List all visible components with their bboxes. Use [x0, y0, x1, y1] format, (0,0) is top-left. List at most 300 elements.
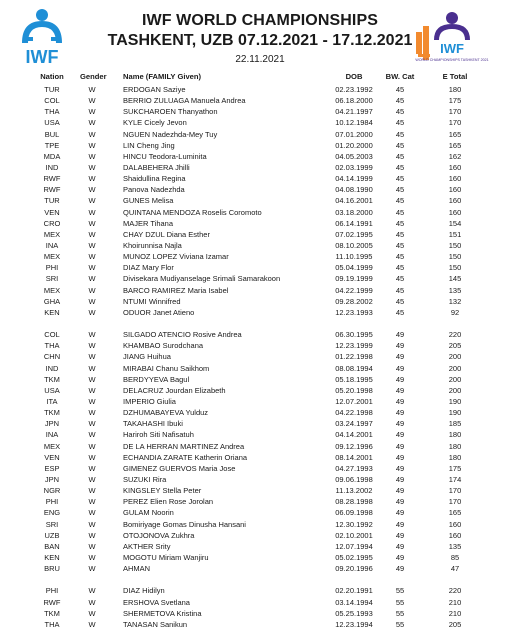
- table-row: [0, 485, 517, 496]
- cell-name: ERSHOVA Svetlana: [123, 597, 190, 607]
- cell-name: IMPERIO Giulia: [123, 396, 176, 406]
- cell-dob: 08.28.1998: [335, 497, 373, 507]
- cell-e-total: 180: [448, 441, 462, 451]
- cell-name: NGUEN Nadezhda-Mey Tuy: [123, 129, 218, 139]
- cell-nation: JPN: [44, 419, 60, 429]
- cell-gender: W: [88, 441, 96, 451]
- table-row: [0, 218, 517, 229]
- cell-nation: ITA: [46, 396, 58, 406]
- cell-name: KINGSLEY Stella Peter: [123, 486, 202, 496]
- cell-nation: TKM: [44, 408, 60, 418]
- cell-bw-cat: 49: [395, 497, 405, 507]
- cell-bw-cat: 45: [395, 218, 405, 228]
- cell-bw-cat: 45: [395, 96, 405, 106]
- cell-bw-cat: 45: [395, 229, 405, 239]
- cell-gender: W: [88, 96, 96, 106]
- table-row: [0, 296, 517, 307]
- cell-e-total: 92: [450, 307, 460, 317]
- cell-nation: KEN: [44, 552, 60, 562]
- cell-gender: W: [88, 608, 96, 618]
- cell-dob: 12.23.1999: [335, 341, 373, 351]
- cell-e-total: 200: [448, 363, 462, 373]
- publication-date: 22.11.2021: [235, 54, 285, 65]
- cell-e-total: 174: [448, 474, 462, 484]
- table-row: [0, 184, 517, 195]
- cell-dob: 04.27.1993: [335, 463, 373, 473]
- cell-gender: W: [88, 564, 96, 574]
- cell-dob: 12.23.1993: [335, 307, 373, 317]
- cell-bw-cat: 49: [395, 341, 405, 351]
- cell-bw-cat: 49: [395, 363, 405, 373]
- group-separator: [0, 574, 517, 585]
- championship-logo-subtext: WORLD CHAMPIONSHIPS TASHKENT 2021: [415, 58, 489, 62]
- table-row: [0, 329, 517, 340]
- cell-bw-cat: 49: [395, 452, 405, 462]
- cell-e-total: 205: [448, 619, 462, 629]
- table-row: [0, 385, 517, 396]
- cell-nation: VEN: [44, 207, 60, 217]
- cell-dob: 09.19.1999: [335, 274, 373, 284]
- cell-e-total: 135: [448, 285, 462, 295]
- cell-name: Shaidullina Regina: [123, 174, 186, 184]
- cell-gender: W: [88, 541, 96, 551]
- cell-nation: RWF: [43, 597, 61, 607]
- table-row: [0, 351, 517, 362]
- cell-bw-cat: 45: [395, 174, 405, 184]
- cell-dob: 02.03.1999: [335, 162, 373, 172]
- cell-e-total: 210: [448, 597, 462, 607]
- cell-nation: BUL: [44, 129, 60, 139]
- cell-name: DELACRUZ Jourdan Elizabeth: [123, 385, 226, 395]
- cell-name: NTUMI Winnifred: [123, 296, 181, 306]
- cell-dob: 04.14.2001: [335, 430, 373, 440]
- cell-e-total: 170: [448, 118, 462, 128]
- table-row: [0, 552, 517, 563]
- table-row: [0, 307, 517, 318]
- cell-dob: 04.22.1999: [335, 285, 373, 295]
- cell-nation: TKM: [44, 374, 60, 384]
- cell-name: BERRIO ZULUAGA Manuela Andrea: [123, 96, 246, 106]
- cell-dob: 12.23.1994: [335, 619, 373, 629]
- cell-nation: IND: [45, 162, 59, 172]
- cell-dob: 12.07.2001: [335, 396, 373, 406]
- cell-nation: TUR: [44, 85, 60, 94]
- table-row: [0, 95, 517, 106]
- athlete-list: [0, 84, 517, 630]
- cell-bw-cat: 45: [395, 185, 405, 195]
- cell-nation: VEN: [44, 452, 60, 462]
- cell-name: DALABEHERA Jhilli: [123, 162, 190, 172]
- cell-name: GUNES Melisa: [123, 196, 174, 206]
- table-row: [0, 452, 517, 463]
- table-row: [0, 585, 517, 596]
- cell-e-total: 160: [448, 174, 462, 184]
- table-row: [0, 207, 517, 218]
- cell-gender: W: [88, 408, 96, 418]
- header-e-total: E Total: [442, 72, 468, 81]
- cell-dob: 05.20.1998: [335, 385, 373, 395]
- header-bw-cat: BW. Cat: [385, 72, 415, 81]
- cell-e-total: 190: [448, 408, 462, 418]
- cell-bw-cat: 49: [395, 374, 405, 384]
- cell-name: SHERMETOVA Kristina: [123, 608, 202, 618]
- cell-bw-cat: 49: [395, 385, 405, 395]
- cell-gender: W: [88, 274, 96, 284]
- table-row: [0, 407, 517, 418]
- cell-gender: W: [88, 597, 96, 607]
- cell-nation: USA: [44, 118, 60, 128]
- cell-name: BARCO RAMIREZ Maria Isabel: [123, 285, 229, 295]
- cell-bw-cat: 45: [395, 129, 405, 139]
- cell-dob: 04.22.1998: [335, 408, 373, 418]
- table-row: [0, 463, 517, 474]
- cell-name: Divisekara Mudiyanselage Srimali Samarakoon: [123, 274, 281, 284]
- cell-gender: W: [88, 430, 96, 440]
- cell-name: QUINTANA MENDOZA Roselis Coromoto: [123, 207, 262, 217]
- table-row: [0, 106, 517, 117]
- cell-nation: THA: [44, 619, 60, 629]
- cell-nation: MEX: [43, 441, 61, 451]
- cell-bw-cat: 49: [395, 552, 405, 562]
- cell-nation: SRI: [45, 519, 59, 529]
- table-row: [0, 251, 517, 262]
- cell-e-total: 165: [448, 140, 462, 150]
- cell-e-total: 200: [448, 374, 462, 384]
- cell-gender: W: [88, 530, 96, 540]
- cell-gender: W: [88, 129, 96, 139]
- table-row: [0, 441, 517, 452]
- page-title: IWF WORLD CHAMPIONSHIPS: [141, 12, 379, 29]
- cell-nation: RWF: [43, 174, 61, 184]
- cell-nation: COL: [44, 96, 60, 106]
- cell-nation: CHN: [43, 352, 61, 362]
- cell-e-total: 200: [448, 352, 462, 362]
- cell-dob: 12.30.1992: [335, 519, 373, 529]
- cell-dob: 12.07.1994: [335, 541, 373, 551]
- cell-bw-cat: 55: [395, 619, 405, 629]
- table-row: [0, 84, 517, 95]
- cell-e-total: 47: [450, 564, 460, 574]
- cell-bw-cat: 45: [395, 196, 405, 206]
- cell-dob: 03.18.2000: [335, 207, 373, 217]
- cell-name: GULAM Noorin: [123, 508, 174, 518]
- cell-name: AKTHER Srity: [123, 541, 171, 551]
- table-row: [0, 162, 517, 173]
- cell-nation: PHI: [45, 497, 59, 507]
- header-dob: DOB: [345, 72, 363, 81]
- table-row: [0, 396, 517, 407]
- cell-dob: 01.22.1998: [335, 352, 373, 362]
- cell-bw-cat: 49: [395, 564, 405, 574]
- cell-name: KHAMBAO Surodchana: [123, 341, 204, 351]
- cell-bw-cat: 45: [395, 207, 405, 217]
- cell-nation: MEX: [43, 229, 61, 239]
- cell-gender: W: [88, 85, 96, 94]
- cell-nation: THA: [44, 341, 60, 351]
- cell-name: DIAZ Mary Flor: [123, 263, 174, 273]
- cell-gender: W: [88, 207, 96, 217]
- cell-dob: 01.20.2000: [335, 140, 373, 150]
- cell-nation: MEX: [43, 252, 61, 262]
- table-row: [0, 619, 517, 630]
- cell-e-total: 220: [448, 586, 462, 596]
- cell-e-total: 150: [448, 240, 462, 250]
- cell-gender: W: [88, 519, 96, 529]
- cell-nation: NGR: [43, 486, 61, 496]
- cell-e-total: 180: [448, 430, 462, 440]
- cell-name: Panova Nadezhda: [123, 185, 185, 195]
- cell-bw-cat: 49: [395, 330, 405, 340]
- cell-e-total: 150: [448, 252, 462, 262]
- cell-dob: 02.10.2001: [335, 530, 373, 540]
- cell-bw-cat: 49: [395, 352, 405, 362]
- table-row: [0, 240, 517, 251]
- cell-gender: W: [88, 419, 96, 429]
- cell-gender: W: [88, 240, 96, 250]
- cell-e-total: 165: [448, 129, 462, 139]
- cell-gender: W: [88, 296, 96, 306]
- cell-e-total: 160: [448, 196, 462, 206]
- cell-nation: TPE: [44, 140, 60, 150]
- cell-dob: 04.08.1990: [335, 185, 373, 195]
- cell-gender: W: [88, 107, 96, 117]
- cell-nation: TUR: [44, 196, 60, 206]
- table-row: [0, 262, 517, 273]
- table-row: [0, 374, 517, 385]
- cell-name: HINCU Teodora-Luminita: [123, 151, 207, 161]
- cell-bw-cat: 45: [395, 296, 405, 306]
- cell-nation: SRI: [45, 274, 59, 284]
- cell-name: SILGADO ATENCIO Rosive Andrea: [123, 330, 242, 340]
- cell-name: Khoirunnisa Najla: [123, 240, 182, 250]
- cell-name: CHAY DZUL Diana Esther: [123, 229, 210, 239]
- cell-e-total: 170: [448, 497, 462, 507]
- cell-name: BERDYYEVA Bagul: [123, 374, 190, 384]
- cell-name: JIANG Huihua: [123, 352, 171, 362]
- cell-name: MUNOZ LOPEZ Viviana Izamar: [123, 252, 229, 262]
- cell-dob: 09.06.1998: [335, 474, 373, 484]
- cell-dob: 08.08.1994: [335, 363, 373, 373]
- cell-nation: ENG: [43, 508, 61, 518]
- cell-dob: 06.09.1998: [335, 508, 373, 518]
- cell-dob: 03.24.1997: [335, 419, 373, 429]
- header-name: Name (FAMILY Given): [123, 72, 202, 81]
- cell-bw-cat: 45: [395, 274, 405, 284]
- cell-name: ERDOGAN Saziye: [123, 85, 186, 94]
- cell-e-total: 180: [448, 85, 462, 94]
- table-row: [0, 173, 517, 184]
- table-row: [0, 140, 517, 151]
- cell-gender: W: [88, 363, 96, 373]
- cell-bw-cat: 45: [395, 151, 405, 161]
- iwf-logo-text: IWF: [25, 47, 59, 67]
- cell-gender: W: [88, 586, 96, 596]
- cell-bw-cat: 55: [395, 608, 405, 618]
- cell-bw-cat: 45: [395, 285, 405, 295]
- cell-nation: MEX: [43, 285, 61, 295]
- cell-gender: W: [88, 285, 96, 295]
- cell-dob: 05.25.1993: [335, 608, 373, 618]
- cell-name: PEREZ Elien Rose Jorolan: [123, 497, 214, 507]
- header-nation: Nation: [40, 72, 64, 81]
- cell-dob: 06.14.1991: [335, 218, 373, 228]
- cell-nation: PHI: [45, 586, 59, 596]
- cell-name: Bomiriyage Gomas Dinusha Hansani: [123, 519, 246, 529]
- table-row: [0, 563, 517, 574]
- cell-nation: JPN: [44, 474, 60, 484]
- cell-e-total: 150: [448, 263, 462, 273]
- cell-e-total: 170: [448, 107, 462, 117]
- cell-e-total: 175: [448, 96, 462, 106]
- cell-dob: 06.30.1995: [335, 330, 373, 340]
- cell-nation: MDA: [43, 151, 61, 161]
- cell-e-total: 145: [448, 274, 462, 284]
- cell-name: DZHUMABAYEVA Yulduz: [123, 408, 209, 418]
- cell-bw-cat: 45: [395, 140, 405, 150]
- cell-name: MAJER Tihana: [123, 218, 174, 228]
- cell-e-total: 154: [448, 218, 462, 228]
- cell-gender: W: [88, 352, 96, 362]
- cell-e-total: 190: [448, 396, 462, 406]
- cell-gender: W: [88, 463, 96, 473]
- cell-e-total: 175: [448, 463, 462, 473]
- table-row: [0, 285, 517, 296]
- cell-name: OTOJONOVA Zukhra: [123, 530, 195, 540]
- cell-bw-cat: 55: [395, 597, 405, 607]
- cell-e-total: 165: [448, 508, 462, 518]
- cell-nation: INA: [45, 430, 59, 440]
- cell-nation: PHI: [45, 263, 59, 273]
- cell-gender: W: [88, 196, 96, 206]
- table-row: [0, 530, 517, 541]
- table-row: [0, 340, 517, 351]
- cell-dob: 04.05.2003: [335, 151, 373, 161]
- table-row: [0, 597, 517, 608]
- cell-e-total: 180: [448, 452, 462, 462]
- cell-gender: W: [88, 151, 96, 161]
- championship-logo-text: IWF: [440, 41, 464, 56]
- cell-name: DIAZ Hidilyn: [123, 586, 165, 596]
- cell-dob: 04.16.2001: [335, 196, 373, 206]
- cell-nation: KEN: [44, 307, 60, 317]
- cell-nation: RWF: [43, 185, 61, 195]
- table-row: [0, 541, 517, 552]
- table-row: [0, 117, 517, 128]
- cell-dob: 11.10.1995: [335, 252, 373, 262]
- cell-name: LIN Cheng Jing: [123, 140, 175, 150]
- cell-dob: 02.20.1991: [335, 586, 373, 596]
- cell-dob: 05.18.1995: [335, 374, 373, 384]
- cell-nation: BRU: [44, 564, 60, 574]
- cell-bw-cat: 45: [395, 107, 405, 117]
- cell-dob: 04.21.1997: [335, 107, 373, 117]
- column-headers: [0, 72, 517, 84]
- cell-dob: 08.10.2005: [335, 240, 373, 250]
- cell-dob: 06.18.2000: [335, 96, 373, 106]
- cell-bw-cat: 49: [395, 419, 405, 429]
- cell-nation: COL: [44, 330, 60, 340]
- cell-gender: W: [88, 174, 96, 184]
- cell-dob: 09.12.1996: [335, 441, 373, 451]
- cell-gender: W: [88, 385, 96, 395]
- cell-gender: W: [88, 486, 96, 496]
- cell-name: SUZUKI Rira: [123, 474, 167, 484]
- cell-e-total: 162: [448, 151, 462, 161]
- cell-nation: GHA: [43, 296, 61, 306]
- cell-dob: 09.20.1996: [335, 564, 373, 574]
- cell-e-total: 185: [448, 419, 462, 429]
- cell-gender: W: [88, 474, 96, 484]
- cell-e-total: 170: [448, 486, 462, 496]
- cell-bw-cat: 45: [395, 240, 405, 250]
- cell-gender: W: [88, 162, 96, 172]
- cell-gender: W: [88, 118, 96, 128]
- cell-name: DE LA HERRAN MARTINEZ Andrea: [123, 441, 245, 451]
- cell-e-total: 160: [448, 185, 462, 195]
- cell-dob: 07.02.1995: [335, 229, 373, 239]
- cell-e-total: 160: [448, 530, 462, 540]
- cell-gender: W: [88, 452, 96, 462]
- cell-bw-cat: 49: [395, 508, 405, 518]
- cell-nation: USA: [44, 385, 60, 395]
- cell-bw-cat: 45: [395, 85, 405, 94]
- cell-dob: 10.12.1984: [335, 118, 373, 128]
- cell-bw-cat: 49: [395, 408, 405, 418]
- table-row: [0, 418, 517, 429]
- cell-e-total: 200: [448, 385, 462, 395]
- cell-bw-cat: 55: [395, 586, 405, 596]
- cell-nation: ESP: [44, 463, 60, 473]
- cell-gender: W: [88, 185, 96, 195]
- cell-bw-cat: 49: [395, 541, 405, 551]
- cell-name: KYLE Cicely Jevon: [123, 118, 187, 128]
- cell-nation: UZB: [44, 530, 60, 540]
- cell-e-total: 160: [448, 162, 462, 172]
- cell-nation: BAN: [44, 541, 60, 551]
- cell-gender: W: [88, 252, 96, 262]
- cell-gender: W: [88, 552, 96, 562]
- cell-name: AHMAN: [123, 564, 151, 574]
- table-row: [0, 273, 517, 284]
- cell-bw-cat: 49: [395, 430, 405, 440]
- cell-gender: W: [88, 229, 96, 239]
- cell-dob: 09.28.2002: [335, 296, 373, 306]
- cell-gender: W: [88, 330, 96, 340]
- table-row: [0, 129, 517, 140]
- cell-dob: 05.02.1995: [335, 552, 373, 562]
- cell-e-total: 210: [448, 608, 462, 618]
- cell-nation: INA: [45, 240, 59, 250]
- cell-name: Hariroh Siti Nafisatuh: [123, 430, 194, 440]
- cell-name: GIMENEZ GUERVOS Maria Jose: [123, 463, 236, 473]
- table-row: [0, 429, 517, 440]
- event-subtitle: TASHKENT, UZB 07.12.2021 - 17.12.2021: [107, 32, 413, 49]
- cell-dob: 05.04.1999: [335, 263, 373, 273]
- cell-e-total: 160: [448, 519, 462, 529]
- cell-bw-cat: 49: [395, 519, 405, 529]
- header-gender: Gender: [80, 72, 107, 81]
- cell-bw-cat: 49: [395, 530, 405, 540]
- cell-gender: W: [88, 396, 96, 406]
- cell-e-total: 135: [448, 541, 462, 551]
- table-row: [0, 474, 517, 485]
- cell-name: SUKCHAROEN Thanyathon: [123, 107, 218, 117]
- cell-bw-cat: 45: [395, 118, 405, 128]
- group-separator: [0, 318, 517, 329]
- cell-bw-cat: 49: [395, 463, 405, 473]
- table-row: [0, 229, 517, 240]
- table-row: [0, 507, 517, 518]
